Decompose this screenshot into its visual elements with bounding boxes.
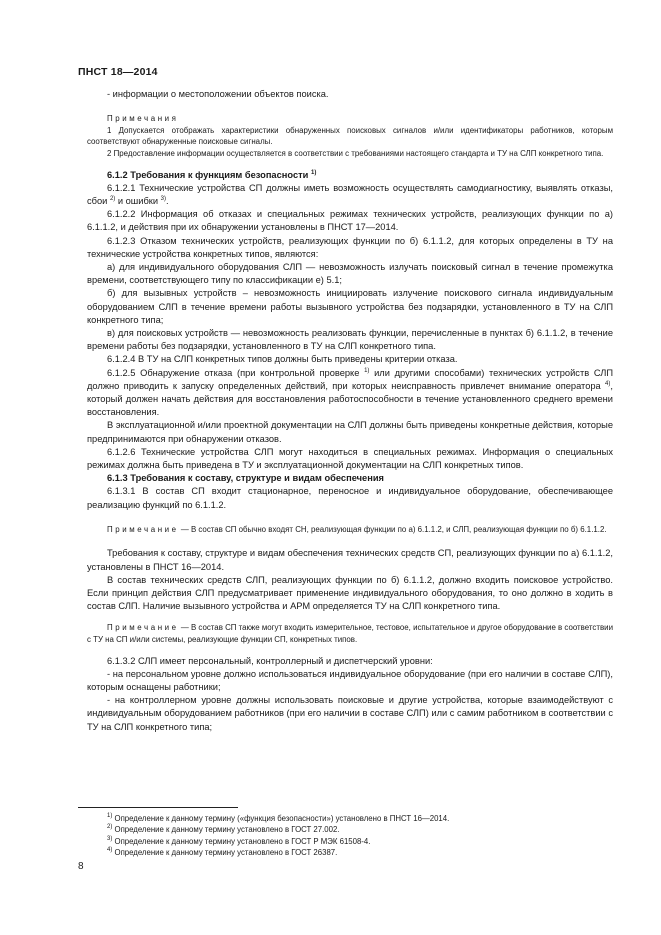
footnote-item: $^{3)}$ Определение к данному термину установлено в ГОСТ Р МЭК 61508-4. [107, 835, 371, 846]
paragraph: а) для индивидуального оборудования СЛП — невозможность излучать поисковый сигнал в течение промежутка времени, соответствующего типу по классификации е) 5.1; [87, 262, 613, 286]
paragraph: в) для поисковых устройств — невозможность реализовать функции, перечисленные в пунктах б) 6.1.1.2, в течение времени работы без подзарядки, установленного в ТУ на СЛП конкретного типа. [87, 328, 613, 352]
page-number: 8 [78, 861, 84, 872]
paragraph: - информации о местоположении объектов поиска. [107, 89, 329, 99]
footnote-ref: 1) [364, 367, 370, 374]
note: Примечание — В состав СП также могут входить измерительное, тестовое, испытательное и другое оборудование в соответствии с ТУ на СП и/или системы, реализующие функции СП, конкретных типов. [87, 623, 613, 645]
section-heading: 6.1.3 Требования к составу, структуре и видам обеспечения [107, 473, 384, 484]
footnote-ref: 2) [109, 195, 116, 202]
section-heading: 6.1.2 Требования к функциям безопасности $^{1)}$ [107, 169, 317, 180]
paragraph: 6.1.2.6 Технические устройства СЛП могут находиться в специальных режимах. Информация о специальных режимах должна быть приведена в ТУ и эксплуатационной документации на СЛП конкретных типов. [87, 446, 613, 471]
paragraph: 6.1.3.1 В состав СП входит стационарное, переносное и индивидуальное оборудование, обеспечивающее реализацию функций по 6.1.1.2. [87, 486, 613, 510]
footnote-divider [78, 807, 238, 808]
paragraph: 6.1.2.4 В ТУ на СЛП конкретных типов должны быть приведены критерии отказа. [107, 354, 458, 365]
page-header: ПНСТ 18—2014 [78, 66, 158, 78]
paragraph: В состав технических средств СЛП, реализующих функции по б) 6.1.1.2, должно входить поисковое устройство. Если принцип действия СЛП предусматривает применение индивидуального оборудования, то оно должно в ходить в состав СЛП. Наличие вызывного устройства и АРМ определяется ТУ на СЛП конкретного типа. [87, 574, 613, 612]
paragraph: 6.1.2.1 Технические устройства СП должны иметь возможность осуществлять самодиагностику, выявлять отказы, сбои $^{2)}$ и ошибки $^{3)}$. [87, 182, 613, 206]
footnote-item: $^{1)}$ Определение к данному термину («функция безопасности») установлено в ПНСТ 16—2014. [107, 813, 450, 823]
note-item: 1 Допускается отображать характеристики обнаруженных поисковых сигналов и/или идентификаторы работников, которым соответствуют обнаруженные поисковые сигналы. [87, 125, 613, 147]
paragraph: б) для вызывных устройств – невозможность инициировать излучение поискового сигнала индивидуальным оборудованием СЛП в течение времени работы вызывного устройства без подзарядки, установленного в ТУ на СЛП конкретного типа; [87, 288, 613, 325]
footnote-ref: 3) [160, 195, 166, 202]
footnote-item: $^{4)}$ Определение к данному термину установлено в ГОСТ 26387. [107, 847, 338, 858]
paragraph: Требования к составу, структуре и видам обеспечения технических средств СП, реализующих функции по а) 6.1.1.2, установлены в ПНСТ 16—2014. [87, 548, 613, 572]
notes-title: Примечания [107, 114, 179, 124]
footnote-item: $^{2)}$ Определение к данному термину установлено в ГОСТ 27.002. [107, 824, 340, 835]
footnote-ref: 1) [310, 169, 317, 176]
paragraph: - на контроллерном уровне должны использовать поисковые и другие устройства, которые взаимодействуют с индивидуальным оборудованием работников (при его наличии в составе СЛП) или с самим работником в соответствии с ТУ на СЛП конкретного типа; [87, 695, 613, 732]
paragraph: 6.1.2.3 Отказом технических устройств, реализующих функции по б) 6.1.1.2, для которых определены в ТУ на технические устройства конкретных типов, являются: [87, 235, 613, 259]
paragraph: В эксплуатационной и/или проектной документации на СЛП должны быть приведены конкретные действия, которые предпринимаются при обнаружении отказов. [87, 420, 613, 444]
paragraph: - на персональном уровне должно использоваться индивидуальное оборудование (при его наличии в составе СЛП), которым оснащены работники; [87, 668, 613, 693]
footnote-ref: 4) [605, 380, 611, 387]
footnotes [107, 813, 607, 859]
page-body [87, 88, 613, 734]
paragraph: 6.1.3.2 СЛП имеет персональный, контроллерный и диспетчерский уровни: [107, 655, 433, 666]
paragraph: 6.1.2.5 Обнаружение отказа (при контрольной проверке $^{1)}$ или другими способами) технических устройств СЛП должно приводить к запуску определенных действий, при которых неисправность привлечет внимание оператора $^{4)}$, который должен начать действия для восстановления работоспособности в течение установленного среднего времени восстановления. [87, 367, 614, 418]
note: Примечание — В состав СП обычно входят СН, реализующая функции по а) 6.1.1.2, и СЛП, реализующая функции по б) 6.1.1.2. [107, 524, 607, 534]
note-item: 2 Предоставление информации осуществляется в соответствии с требованиями настоящего стандарта и ТУ на СЛП конкретного типа. [107, 148, 604, 158]
paragraph: 6.1.2.2 Информация об отказах и специальных режимах технических устройств, реализующих функции по а) 6.1.1.2, и действия при их обнаружении установлены в ПНСТ 17—2014. [87, 209, 613, 233]
